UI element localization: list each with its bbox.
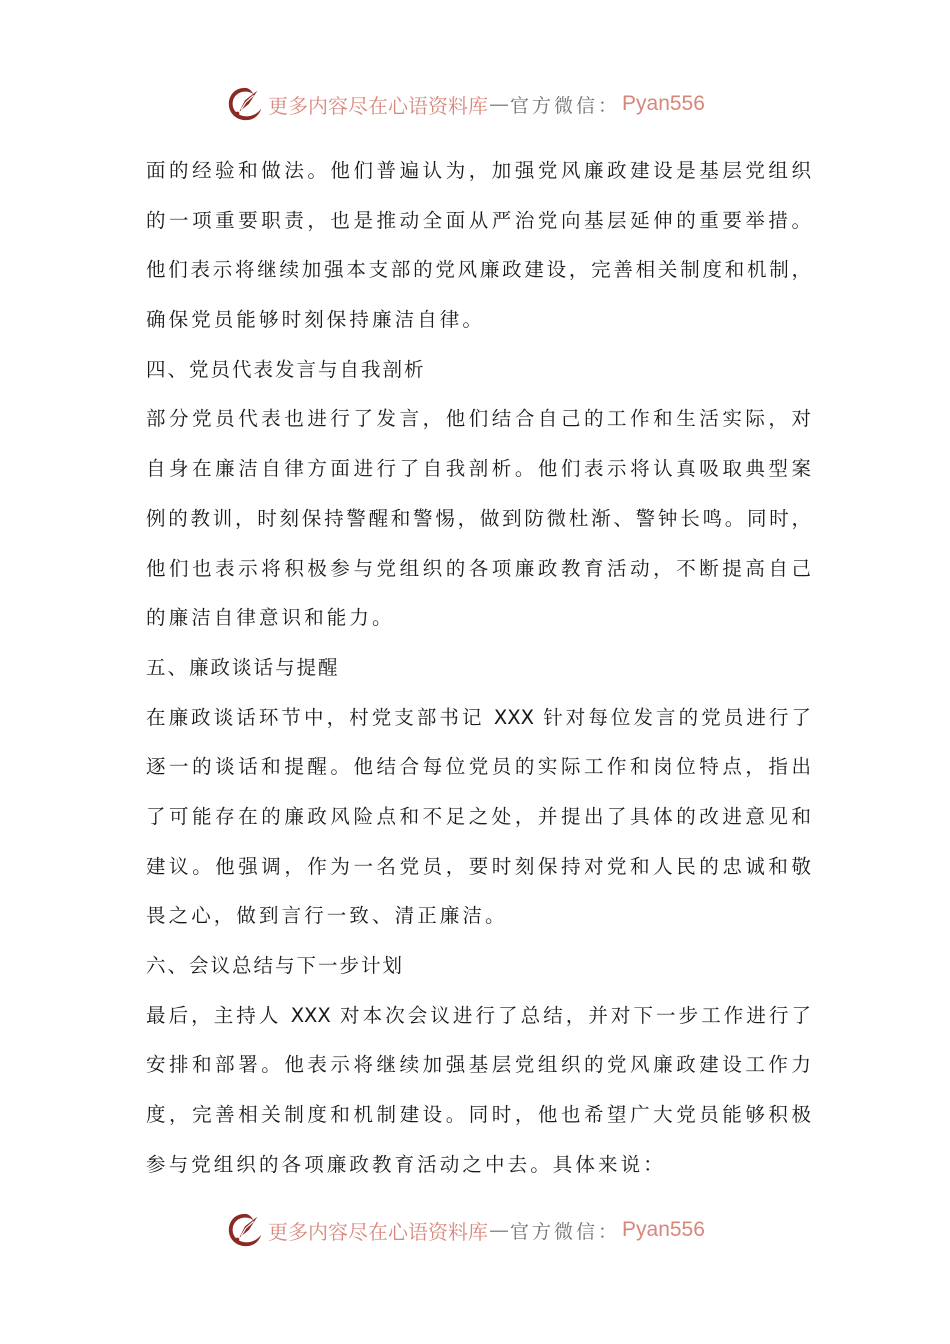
watermark-dash: — — [489, 1218, 509, 1242]
paragraph-line: 度，完善相关制度和机制建设。同时，他也希望广大党员能够积极 — [146, 1103, 811, 1127]
paragraph-line: 参与党组织的各项廉政教育活动之中去。具体来说： — [146, 1152, 666, 1176]
paragraph-line: 面的经验和做法。他们普遍认为，加强党风廉政建设是基层党组织 — [146, 159, 811, 182]
section-heading-4: 四、党员代表发言与自我剖析 — [146, 357, 426, 381]
quill-pen-logo-icon — [226, 85, 264, 123]
paragraph-line: 安排和部署。他表示将继续加强基层党组织的党风廉政建设工作力 — [146, 1053, 811, 1077]
paragraph-line: 自身在廉洁自律方面进行了自我剖析。他们表示将认真吸取典型案 — [146, 457, 811, 481]
watermark-wechat-id: Pyan556 — [622, 92, 705, 115]
document-body — [146, 146, 811, 1189]
paragraph-line: 他们也表示将积极参与党组织的各项廉政教育活动，不断提高自己 — [146, 556, 811, 580]
paragraph-line: 确保党员能够时刻保持廉洁自律。 — [146, 308, 486, 332]
header-watermark-banner — [226, 82, 705, 126]
section-heading-5: 五、廉政谈话与提醒 — [146, 655, 340, 679]
paragraph-line: 部分党员代表也进行了发言，他们结合自己的工作和生活实际，对 — [146, 407, 811, 431]
paragraph-line: 的廉洁自律意识和能力。 — [146, 606, 395, 630]
paragraph-line: 建议。他强调，作为一名党员，要时刻保持对党和人民的忠诚和敬 — [146, 854, 811, 878]
paragraph-line: 最后，主持人 XXX 对本次会议进行了总结，并对下一步工作进行了 — [146, 1003, 811, 1027]
watermark-dash: — — [489, 92, 509, 116]
paragraph-line: 他们表示将继续加强本支部的党风廉政建设，完善相关制度和机制， — [146, 258, 811, 282]
paragraph-line: 了可能存在的廉政风险点和不足之处，并提出了具体的改进意见和 — [146, 804, 811, 828]
paragraph-line: 逐一的谈话和提醒。他结合每位党员的实际工作和岗位特点，指出 — [146, 755, 811, 779]
paragraph-line: 在廉政谈话环节中，村党支部书记 XXX 针对每位发言的党员进行了 — [146, 705, 811, 729]
footer-watermark-banner — [226, 1208, 705, 1252]
watermark-wechat-id: Pyan556 — [622, 1218, 705, 1241]
watermark-main-text: 更多内容尽在心语资料库 — [268, 1219, 488, 1244]
watermark-sub-text: 官方微信： — [510, 1220, 621, 1243]
paragraph-line: 的一项重要职责，也是推动全面从严治党向基层延伸的重要举措。 — [146, 208, 811, 232]
paragraph-line: 例的教训，时刻保持警醒和警惕，做到防微杜渐、警钟长鸣。同时， — [146, 506, 811, 530]
quill-pen-logo-icon — [226, 1211, 264, 1249]
section-heading-6: 六、会议总结与下一步计划 — [146, 954, 405, 977]
watermark-main-text: 更多内容尽在心语资料库 — [268, 93, 488, 118]
paragraph-line: 畏之心，做到言行一致、清正廉洁。 — [146, 904, 508, 928]
watermark-sub-text: 官方微信： — [510, 94, 621, 117]
